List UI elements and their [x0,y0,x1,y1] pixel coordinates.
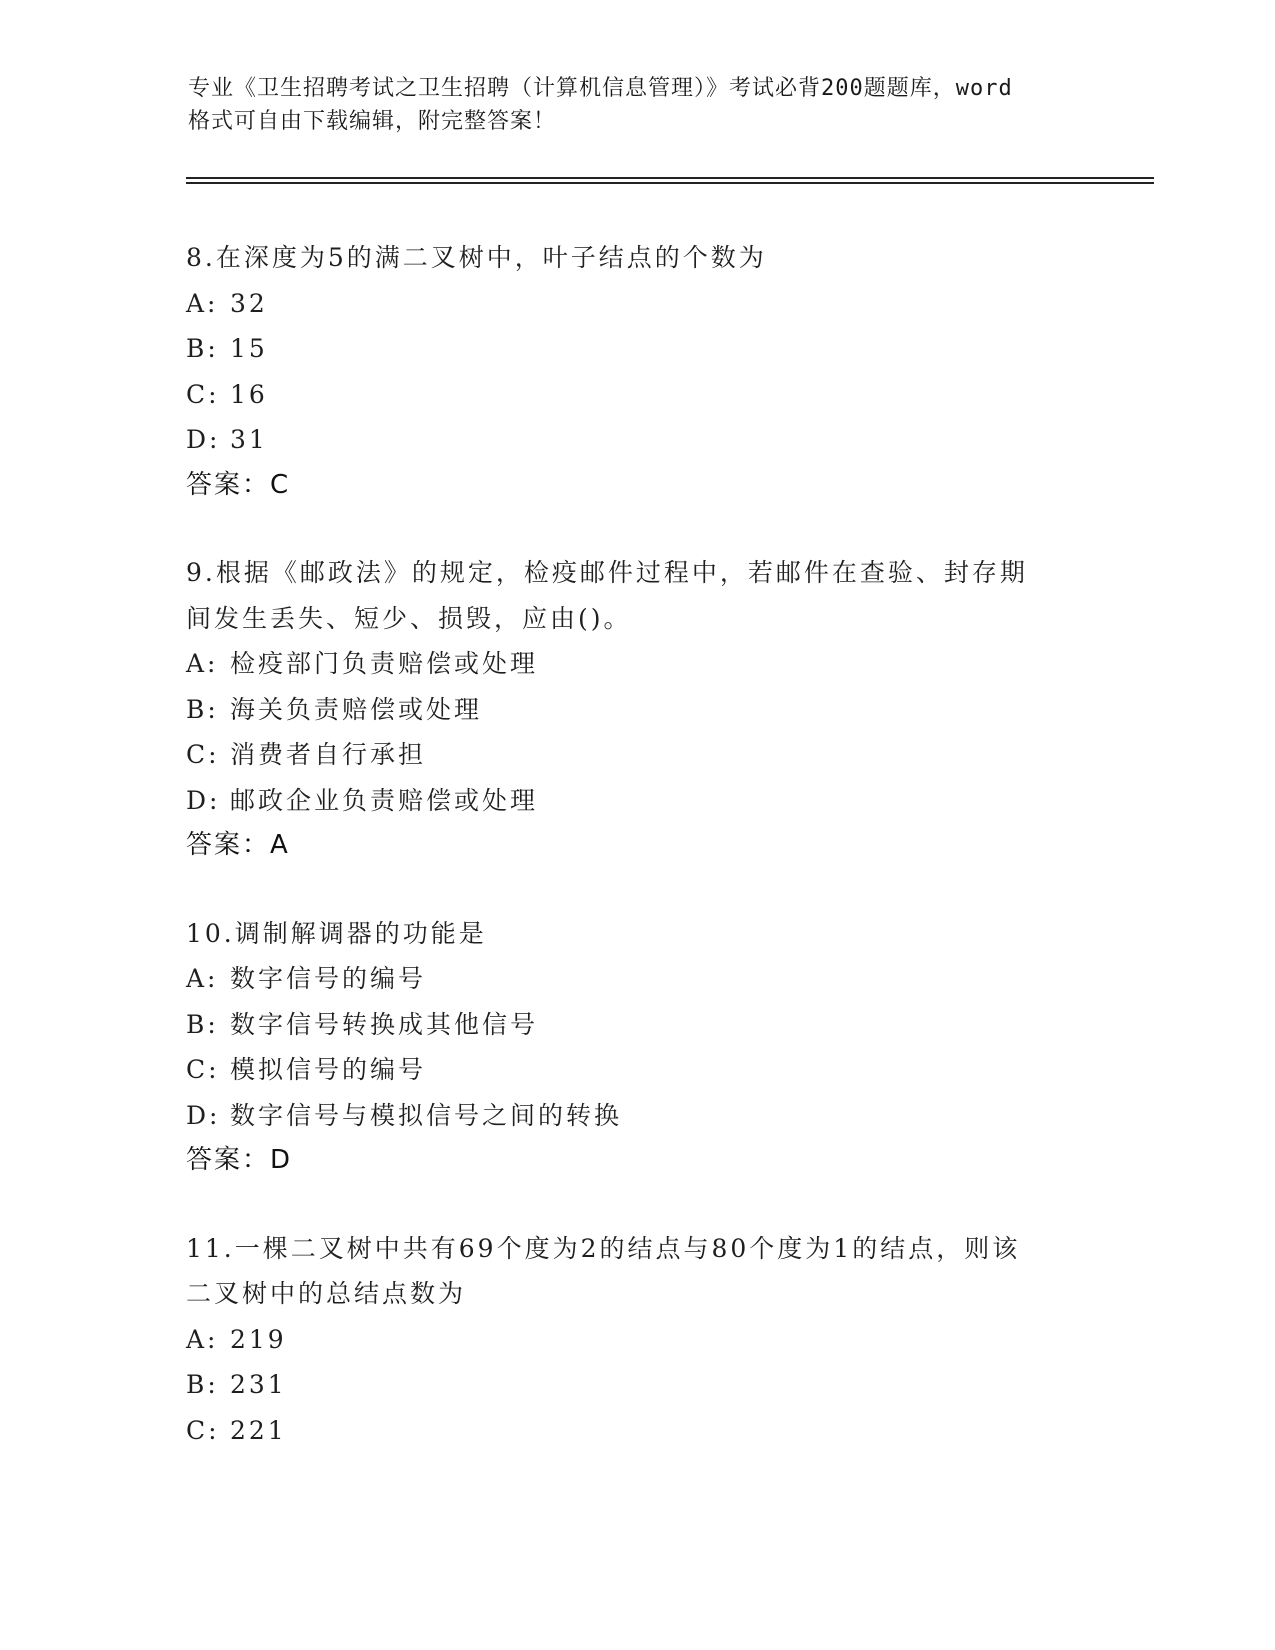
question-list [186,235,1086,1495]
option-letter: C: [186,1055,220,1084]
option-a [186,281,1086,327]
option-letter: B: [186,1370,219,1399]
option-d [186,417,1086,463]
option-a [186,641,1086,687]
option-text: 模拟信号的编号 [230,1055,427,1084]
option-b [186,326,1086,372]
question-10 [186,911,1086,1184]
header-line-2: 格式可自由下载编辑，附完整答案！ [188,109,557,134]
option-text: 数字信号转换成其他信号 [230,1009,539,1039]
option-c [186,1047,1086,1093]
question-8 [186,235,1086,508]
option-letter: A: [186,649,219,678]
option-text: 31 [230,425,268,454]
option-letter: A: [186,288,219,318]
option-letter: D: [186,1100,221,1130]
option-b [186,1362,1086,1408]
option-letter: B: [186,334,219,363]
option-letter: D: [186,785,221,815]
option-d [186,1093,1086,1139]
option-text: 32 [230,288,268,318]
question-text-continued: 二叉树中的总结点数为 [186,1279,467,1308]
option-text: 数字信号与模拟信号之间的转换 [230,1100,623,1130]
option-letter: D: [186,425,221,454]
question-text: 9.根据《邮政法》的规定，检疫邮件过程中，若邮件在查验、封存期 [186,558,1028,587]
question-9 [186,550,1086,869]
option-letter: C: [186,1415,220,1445]
option-letter: B: [186,694,219,724]
option-text: 消费者自行承担 [230,740,427,769]
option-letter: A: [186,1324,219,1354]
header-divider-top [186,177,1154,179]
option-text: 数字信号的编号 [230,964,427,993]
question-text-continued: 间发生丢失、短少、损毁，应由()。 [186,603,632,633]
header-line-1: 专业《卫生招聘考试之卫生招聘（计算机信息管理）》考试必背200题题库，word [188,76,1013,101]
option-letter: C: [186,740,220,769]
answer-line: 答案：A [186,830,290,860]
answer-line: 答案：D [186,1145,293,1175]
option-letter: C: [186,379,220,409]
option-text: 231 [230,1370,287,1399]
option-c [186,732,1086,778]
question-text: 8.在深度为5的满二叉树中，叶子结点的个数为 [186,243,767,272]
question-11 [186,1226,1086,1454]
option-d [186,778,1086,824]
option-letter: B: [186,1009,219,1039]
option-b [186,1002,1086,1048]
option-text: 海关负责赔偿或处理 [230,694,483,724]
option-text: 检疫部门负责赔偿或处理 [230,649,539,678]
option-b [186,687,1086,733]
option-text: 221 [230,1415,287,1445]
option-text: 邮政企业负责赔偿或处理 [230,785,539,815]
option-c [186,372,1086,418]
question-text: 11.一棵二叉树中共有69个度为2的结点与80个度为1的结点，则该 [186,1233,1021,1263]
option-text: 219 [230,1324,287,1354]
option-letter: A: [186,964,219,993]
option-text: 16 [230,379,268,409]
answer-line: 答案：C [186,469,291,500]
option-a [186,956,1086,1002]
question-text: 10.调制解调器的功能是 [186,918,487,948]
document-header [188,72,1088,138]
option-text: 15 [230,334,268,363]
option-a [186,1317,1086,1363]
option-c [186,1408,1086,1454]
header-divider-bottom [186,182,1154,184]
